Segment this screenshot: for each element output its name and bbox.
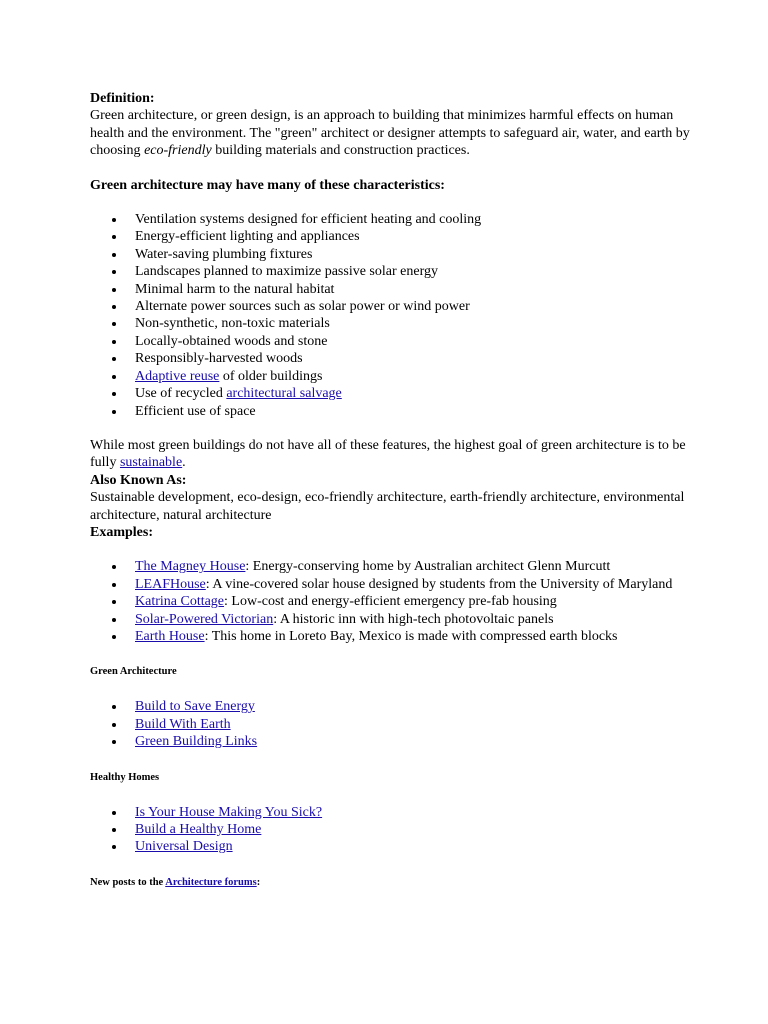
aka-heading: Also Known As: <box>90 472 187 488</box>
list-item: The Magney House: Energy-conserving home by Australian architect Glenn Murcutt <box>90 558 690 575</box>
bullet-icon <box>112 392 116 396</box>
aka-text: Sustainable development, eco-design, eco-friendly architecture, earth-friendly architecture, environmental architecture, natural architecture <box>90 490 685 523</box>
green-architecture-links <box>90 698 690 750</box>
list-item: Ventilation systems designed for efficient heating and cooling <box>90 211 690 228</box>
bullet-icon <box>112 723 116 727</box>
bullet-icon <box>112 811 116 815</box>
adaptive-reuse-link[interactable]: Adaptive reuse <box>135 368 220 384</box>
green-architecture-heading: Green Architecture <box>90 666 177 678</box>
earth-house-link[interactable]: Earth House <box>135 628 205 644</box>
healthy-homes-heading: Healthy Homes <box>90 771 160 783</box>
bullet-icon <box>112 618 116 622</box>
list-item <box>90 716 690 733</box>
bullet-icon <box>112 705 116 709</box>
bullet-icon <box>112 375 116 379</box>
leafhouse-link[interactable]: LEAFHouse <box>135 576 206 592</box>
list-item <box>90 804 690 821</box>
bullet-icon <box>112 635 116 639</box>
healthy-homes-links <box>90 804 690 856</box>
list-item: Water-saving plumbing fixtures <box>90 246 690 263</box>
bullet-icon <box>112 288 116 292</box>
bullet-icon <box>112 600 116 604</box>
list-item: Locally-obtained woods and stone <box>90 333 690 350</box>
build-with-earth-link[interactable]: Build With Earth <box>135 716 231 732</box>
article-body <box>90 90 690 889</box>
bullet-icon <box>112 410 116 414</box>
solar-victorian-link[interactable]: Solar-Powered Victorian <box>135 611 274 627</box>
universal-design-link[interactable]: Universal Design <box>135 839 233 855</box>
list-item <box>90 821 690 838</box>
bullet-icon <box>112 845 116 849</box>
bullet-icon <box>112 305 116 309</box>
characteristics-list <box>90 211 690 420</box>
list-item: Adaptive reuse of older buildings <box>90 368 690 385</box>
bullet-icon <box>112 322 116 326</box>
definition-italic: eco-friendly <box>144 143 212 159</box>
list-item: Minimal harm to the natural habitat <box>90 281 690 298</box>
bullet-icon <box>112 340 116 344</box>
list-item: Energy-efficient lighting and appliances <box>90 228 690 245</box>
list-item: Solar-Powered Victorian: A historic inn with high-tech photovoltaic panels <box>90 611 690 628</box>
katrina-cottage-link[interactable]: Katrina Cottage <box>135 594 225 610</box>
bullet-icon <box>112 583 116 587</box>
green-building-links-link[interactable]: Green Building Links <box>135 734 258 750</box>
bullet-icon <box>112 270 116 274</box>
list-item: Efficient use of space <box>90 403 690 420</box>
examples-list <box>90 558 690 645</box>
list-item: Landscapes planned to maximize passive solar energy <box>90 263 690 280</box>
list-item <box>90 733 690 750</box>
summary-text: While most green buildings do not have all of these features, the highest goal of green architecture is to be fully sustainable. <box>90 437 686 471</box>
bullet-icon <box>112 565 116 569</box>
bullet-icon <box>112 253 116 257</box>
definition-text: Green architecture, or green design, is an approach to building that minimizes harmful effects on human health and the environment. The "green" architect or designer attempts to safeguard air, water, and earth by choosing eco-friendly building materials and construction practices. <box>90 108 690 159</box>
list-item <box>90 838 690 855</box>
sustainable-link[interactable]: sustainable <box>119 455 183 471</box>
bullet-icon <box>112 235 116 239</box>
healthy-home-link[interactable]: Build a Healthy Home <box>135 822 262 837</box>
architectural-salvage-link[interactable]: architectural salvage <box>226 386 342 402</box>
list-item: Non-synthetic, non-toxic materials <box>90 315 690 332</box>
magney-house-link[interactable]: The Magney House <box>135 559 246 575</box>
definition-heading: Definition: <box>90 91 155 106</box>
forums-line: New posts to the Architecture forums: <box>90 876 261 888</box>
bullet-icon <box>112 357 116 361</box>
list-item: Use of recycled architectural salvage <box>90 385 690 402</box>
bullet-icon <box>112 740 116 744</box>
bullet-icon <box>112 218 116 222</box>
bullet-icon <box>112 828 116 832</box>
list-item <box>90 698 690 715</box>
build-to-save-energy-link[interactable]: Build to Save Energy <box>135 699 255 715</box>
examples-heading: Examples: <box>90 524 153 540</box>
house-making-sick-link[interactable]: Is Your House Making You Sick? <box>135 804 323 820</box>
list-item: Earth House: This home in Loreto Bay, Mexico is made with compressed earth blocks <box>90 628 690 645</box>
list-item: Responsibly-harvested woods <box>90 350 690 367</box>
list-item: Alternate power sources such as solar power or wind power <box>90 298 690 315</box>
architecture-forums-link[interactable]: Architecture forums <box>165 876 257 888</box>
list-item: LEAFHouse: A vine-covered solar house designed by students from the University of Maryland <box>90 576 690 593</box>
characteristics-heading: Green architecture may have many of these characteristics: <box>90 177 445 193</box>
list-item: Katrina Cottage: Low-cost and energy-efficient emergency pre-fab housing <box>90 593 690 610</box>
